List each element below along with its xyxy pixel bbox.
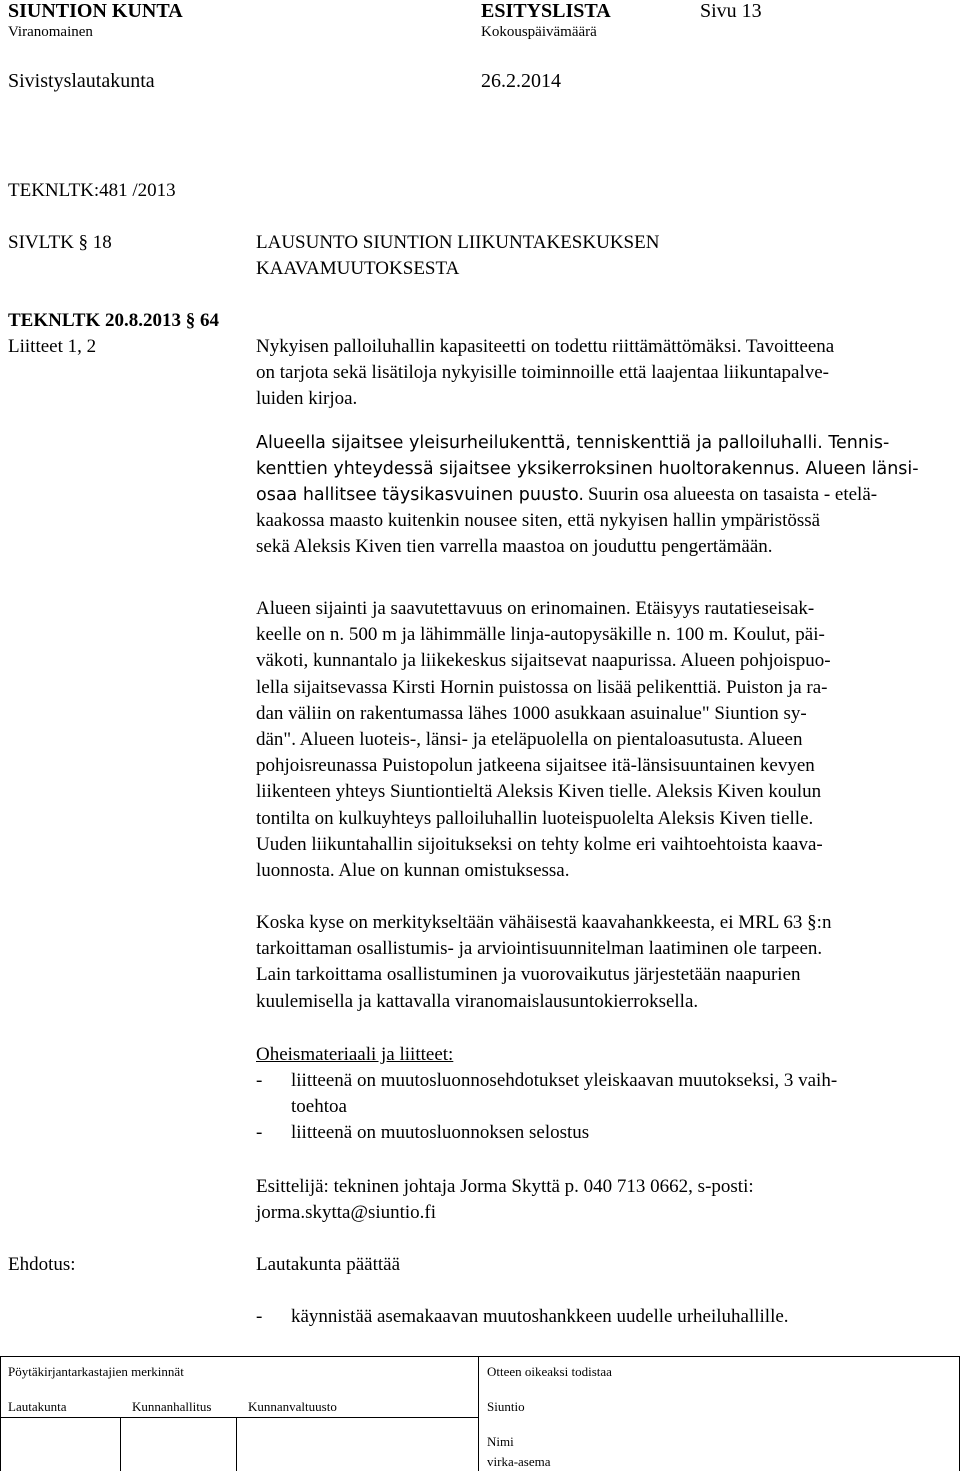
text-line: väkoti, kunnantalo ja liikekeskus sijaitsevat naapurissa. Alueen pohjoispuo- xyxy=(256,650,831,672)
proposal-label: Ehdotus: xyxy=(8,1254,76,1275)
text-line: Uuden liikuntahallin sijoitukseksi on tehty kolme eri vaihtoehtoista kaava- xyxy=(256,833,823,855)
authority-label: Viranomainen xyxy=(8,24,93,40)
attachment-dash: - xyxy=(256,1122,263,1143)
org-name: SIUNTION KUNTA xyxy=(8,0,183,22)
doc-type: ESITYSLISTA xyxy=(481,0,611,22)
footer-position: virka-asema xyxy=(487,1454,551,1469)
proposal-item: käynnistää asemakaavan muutoshankkeen uudelle urheiluhallille. xyxy=(291,1306,789,1327)
attachments-heading: Oheismateriaali ja liitteet: xyxy=(256,1044,454,1065)
footer-col-lautakunta: Lautakunta xyxy=(8,1399,67,1414)
text-line: tontilta on kulkuyhteys palloiluhallin luoteispuolelta Aleksis Kiven tielle. xyxy=(256,807,814,829)
proposal-decision: Lautakunta päättää xyxy=(256,1254,401,1275)
page-number: Sivu 13 xyxy=(700,0,762,22)
text-line: pohjoisreunassa Puistopolun jatkeena sijaitsee itä-länsisuuntainen kevyen xyxy=(256,755,815,777)
attachment-dash: - xyxy=(256,1070,263,1091)
text-line: sekä Aleksis Kiven tien varrella maastoa on jouduttu pengertämään. xyxy=(256,536,773,558)
text-line: Suurin osa alueesta on tasaista - etelä- xyxy=(587,484,878,505)
text-line: toehtoa xyxy=(291,1096,347,1118)
text-line: dan väliin on rakentumassa lähes 1000 asukkaan asuinalue" Siuntion sy- xyxy=(256,702,807,724)
footer-inner-rule xyxy=(0,1417,478,1418)
case-ref-teknltk: TEKNLTK:481 /2013 xyxy=(8,180,176,201)
footer-col-rule xyxy=(120,1417,121,1471)
authority: Sivistyslautakunta xyxy=(8,70,155,92)
attachment-item xyxy=(291,1068,837,1120)
text-line: Alueella sijaitsee yleisurheilukenttä, tenniskenttiä ja palloiluhalli. Tennis- xyxy=(256,433,890,453)
case-title-line: LAUSUNTO SIUNTION LIIKUNTAKESKUKSEN xyxy=(256,232,660,253)
text-line: jorma.skytta@siuntio.fi xyxy=(256,1202,437,1224)
footer-right-title: Otteen oikeaksi todistaa xyxy=(487,1364,612,1379)
presenter-info xyxy=(256,1174,754,1226)
footer-left-title: Pöytäkirjantarkastajien merkinnät xyxy=(8,1364,184,1379)
footer-place: Siuntio xyxy=(487,1399,525,1414)
text-line: luiden kirjoa. xyxy=(256,388,358,410)
footer-divider xyxy=(478,1356,479,1471)
case-ref-teknltk-prev: TEKNLTK 20.8.2013 § 64 xyxy=(8,310,219,331)
attachment-item: liitteenä on muutosluonnoksen selostus xyxy=(291,1122,590,1143)
text-line: kaakossa maasto kuitenkin nousee siten, että nykyisen hallin ympäristössä xyxy=(256,510,821,531)
text-line: keelle on n. 500 m ja lähimmälle linja-autopysäkille n. 100 m. Koulut, päi- xyxy=(256,624,825,646)
case-ref-sivltk: SIVLTK § 18 xyxy=(8,232,112,253)
text-line: luonnosta. Alue on kunnan omistuksessa. xyxy=(256,860,570,882)
text-line: Lain tarkoittama osallistuminen ja vuorovaikutus järjestetään naapurien xyxy=(256,964,801,986)
paragraph-participation xyxy=(256,910,831,1015)
text-line: Koska kyse on merkitykseltään vähäisestä kaavahankkeesta, ei MRL 63 §:n xyxy=(256,912,832,933)
meeting-date: 26.2.2014 xyxy=(481,70,561,92)
attachments-label: Liitteet 1, 2 xyxy=(8,336,97,357)
text-line: Alueen sijainti ja saavutettavuus on erinomainen. Etäisyys rautatieseisak- xyxy=(256,598,815,619)
text-line: Nykyisen palloiluhallin kapasiteetti on todettu riittämättömäksi. Tavoitteena xyxy=(256,336,835,357)
footer-col-kunnanvaltuusto: Kunnanvaltuusto xyxy=(248,1399,337,1414)
text-line: kenttien yhteydessä sijaitsee yksikerroksinen huoltorakennus. Alueen länsi- xyxy=(256,459,919,480)
text-line: liikenteen yhteys Siuntiontieltä Aleksis Kiven tielle. Aleksis Kiven koulun xyxy=(256,781,822,803)
text-line: kuulemisella ja kattavalla viranomaislausuntokierroksella. xyxy=(256,990,699,1012)
footer-rule xyxy=(0,1356,1,1471)
paragraph-location xyxy=(256,596,831,884)
text-line: dän". Alueen luoteis-, länsi- ja eteläpuolella on pientaloasutusta. Alueen xyxy=(256,729,803,751)
paragraph-terrain xyxy=(256,508,820,560)
footer-name: Nimi xyxy=(487,1434,514,1449)
paragraph-area-desc xyxy=(256,430,919,482)
case-title xyxy=(256,230,659,282)
text-line: Esittelijä: tekninen johtaja Jorma Skyttä p. 040 713 0662, s-posti: xyxy=(256,1176,754,1197)
paragraph-area-desc-cont xyxy=(256,482,877,509)
proposal-dash: - xyxy=(256,1306,263,1327)
meeting-date-label: Kokouspäivämäärä xyxy=(481,24,597,40)
text-line: osaa hallitsee täysikasvuinen puusto. xyxy=(256,485,584,505)
footer-col-kunnanhallitus: Kunnanhallitus xyxy=(132,1399,212,1414)
footer-top-rule xyxy=(0,1356,960,1357)
case-title-line: KAAVAMUUTOKSESTA xyxy=(256,258,460,280)
text-line: tarkoittaman osallistumis- ja arviointisuunnitelman laatiminen ole tarpeen. xyxy=(256,938,823,960)
text-line: lella sijaitsevassa Kirsti Hornin puistossa on lisää pelikenttiä. Puiston ja ra- xyxy=(256,676,828,698)
text-line: on tarjota sekä lisätiloja nykyisille toiminnoille että laajentaa liikuntapalve- xyxy=(256,362,829,384)
text-line: liitteenä on muutosluonnosehdotukset yleiskaavan muutokseksi, 3 vaih- xyxy=(291,1070,838,1091)
paragraph-need xyxy=(256,334,834,413)
footer-col-rule xyxy=(236,1417,237,1471)
